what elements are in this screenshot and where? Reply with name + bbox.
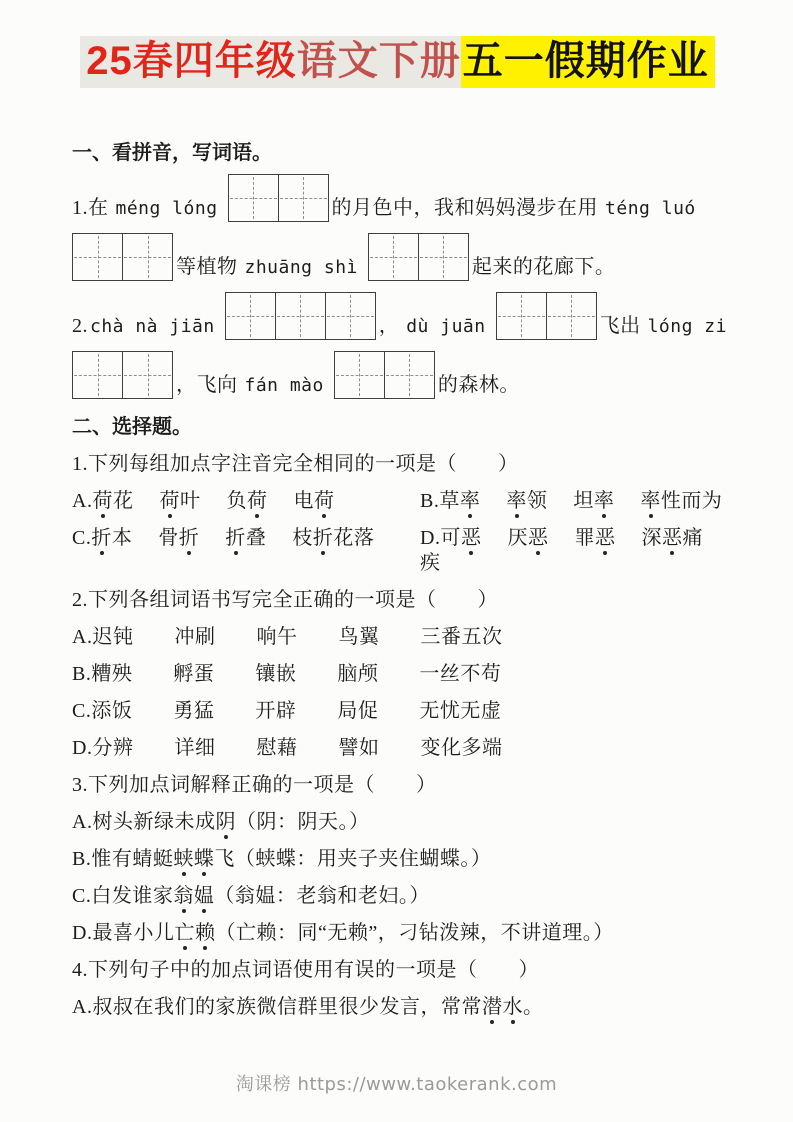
writing-grid-menglong	[228, 174, 329, 222]
grid-cell	[73, 234, 123, 280]
writing-grid-tengluo	[72, 233, 173, 281]
pinyin-zhuangshi: zhuāng shì	[244, 257, 358, 278]
pinyin-line-2	[72, 233, 723, 282]
emphasis-dot-char: 潜	[481, 996, 503, 1018]
line3-middle-text: 飞出	[599, 315, 641, 337]
section-two-heading: 二、选择题。	[72, 416, 192, 438]
emphasis-dot-char: 媪	[193, 885, 215, 907]
pinyin-dujuan: dù juān	[406, 316, 486, 337]
emphasis-dot-char: 率	[593, 490, 615, 512]
emphasis-dot-char: 率	[640, 490, 661, 512]
grid-cell	[123, 352, 172, 398]
title-holiday-highlight: 五一假期作业	[461, 36, 715, 88]
grid-cell	[369, 234, 419, 280]
grid-cell	[73, 352, 123, 398]
q1-option-d: D.可恶 厌恶 罪恶 深恶痛疾	[420, 527, 703, 574]
emphasis-dot-char: 恶	[661, 527, 683, 549]
line3-comma: ，	[378, 315, 400, 337]
emphasis-dot-char: 率	[506, 490, 527, 512]
q3-stem: 3.下列加点词解释正确的一项是（ ）	[72, 774, 437, 796]
pinyin-tengluo: téng luó	[605, 198, 696, 219]
writing-grid-chanajian	[225, 292, 376, 340]
line2-middle-text: 等植物	[176, 256, 238, 278]
grid-cell	[497, 293, 547, 339]
emphasis-dot-char: 阴	[215, 811, 236, 833]
title-grade-part: 25春四年级	[86, 39, 297, 83]
emphasis-dot-char: 蝶	[193, 848, 215, 870]
title-subject-part: 语文下册	[296, 39, 461, 83]
line1-middle-text: 的月色中，我和妈妈漫步在用	[331, 197, 599, 219]
emphasis-dot-char: 恶	[460, 527, 482, 549]
pinyin-fanmao: fán mào	[244, 375, 324, 396]
pinyin-longzi: lóng zi	[647, 316, 727, 337]
q3-option-d: D.最喜小儿亡赖（亡赖：同“无赖”，刁钻泼辣，不讲道理。）	[72, 922, 614, 944]
q1-options-row-cd	[72, 526, 723, 576]
emphasis-dot-char: 水	[502, 996, 523, 1018]
worksheet-title	[72, 34, 723, 88]
q3-option-a: A.树头新绿未成阴（阴：阴天。）	[72, 811, 370, 833]
line4-comma: ，	[176, 374, 197, 396]
q3-option-c: C.白发谁家翁媪（翁媪：老翁和老妇。）	[72, 885, 430, 907]
q2-stem: 2.下列各组词语书写完全正确的一项是（ ）	[72, 589, 498, 611]
q2-option-b: B.糟殃 孵蛋 镶嵌 脑颅 一丝不苟	[72, 663, 502, 685]
line1-number-text: 1.在	[72, 197, 109, 219]
emphasis-dot-char: 亡	[174, 922, 195, 944]
q1-options-row-ab	[72, 489, 723, 514]
emphasis-dot-char: 恶	[594, 527, 616, 549]
writing-grid-fanmao	[334, 351, 435, 399]
emphasis-dot-char: 率	[459, 490, 481, 512]
line4-middle-text: 飞向	[196, 374, 238, 396]
grid-cell	[547, 293, 596, 339]
pinyin-chanajian: chà nà jiān	[90, 316, 215, 337]
grid-cell	[335, 352, 385, 398]
emphasis-dot-char: 折	[225, 527, 246, 549]
grid-cell	[326, 293, 375, 339]
grid-cell	[276, 293, 326, 339]
q2-option-a: A.迟钝 冲刷 响午 鸟翼 三番五次	[72, 626, 503, 648]
q4-stem: 4.下列句子中的加点词语使用有误的一项是（ ）	[72, 959, 539, 981]
q3-option-b: B.惟有蜻蜓蛱蝶飞（蛱蝶：用夹子夹住蝴蝶。）	[72, 848, 492, 870]
grid-cell	[419, 234, 468, 280]
emphasis-dot-char: 恶	[527, 527, 549, 549]
emphasis-dot-char: 蛱	[173, 848, 194, 870]
emphasis-dot-char: 荷	[313, 490, 335, 512]
writing-grid-longzi	[72, 351, 173, 399]
line3-number: 2.	[72, 315, 88, 337]
section-one-heading: 一、看拼音，写词语。	[72, 142, 272, 164]
line2-end-text: 起来的花廊下。	[471, 256, 616, 278]
writing-grid-zhuangshi	[368, 233, 469, 281]
grid-cell	[226, 293, 276, 339]
pinyin-line-3	[72, 292, 727, 341]
pinyin-line-1	[72, 174, 723, 223]
emphasis-dot-char: 折	[312, 527, 334, 549]
emphasis-dot-char: 荷	[159, 490, 180, 512]
grid-cell	[385, 352, 434, 398]
emphasis-dot-char: 翁	[173, 885, 194, 907]
emphasis-dot-char: 折	[178, 527, 200, 549]
pinyin-menglong: méng lóng	[115, 198, 218, 219]
line4-end-text: 的森林。	[437, 374, 520, 396]
q1-option-c: C.折本 骨折 折叠 枝折花落	[72, 527, 375, 549]
q1-option-b: B.草率 率领 坦率 率性而为	[420, 490, 723, 512]
emphasis-dot-char: 荷	[92, 490, 113, 512]
q1-option-a: A.荷花 荷叶 负荷 电荷	[72, 490, 335, 512]
pinyin-line-4	[72, 351, 723, 400]
title-gray-highlight	[80, 36, 461, 88]
q2-option-c: C.添饭 勇猛 开辟 局促 无忧无虚	[72, 700, 502, 722]
emphasis-dot-char: 赖	[194, 922, 216, 944]
grid-cell	[279, 175, 328, 221]
q2-option-d: D.分辨 详细 慰藉 譬如 变化多端	[72, 737, 503, 759]
grid-cell	[229, 175, 279, 221]
footer-watermark: 淘课榜 https://www.taokerank.com	[235, 1074, 558, 1095]
q1-stem: 1.下列每组加点字注音完全相同的一项是（ ）	[72, 453, 519, 475]
emphasis-dot-char: 折	[91, 527, 112, 549]
emphasis-dot-char: 荷	[246, 490, 268, 512]
writing-grid-dujuan	[496, 292, 597, 340]
grid-cell	[123, 234, 172, 280]
q4-option-a: A.叔叔在我们的家族微信群里很少发言，常常潜水。	[72, 996, 544, 1018]
